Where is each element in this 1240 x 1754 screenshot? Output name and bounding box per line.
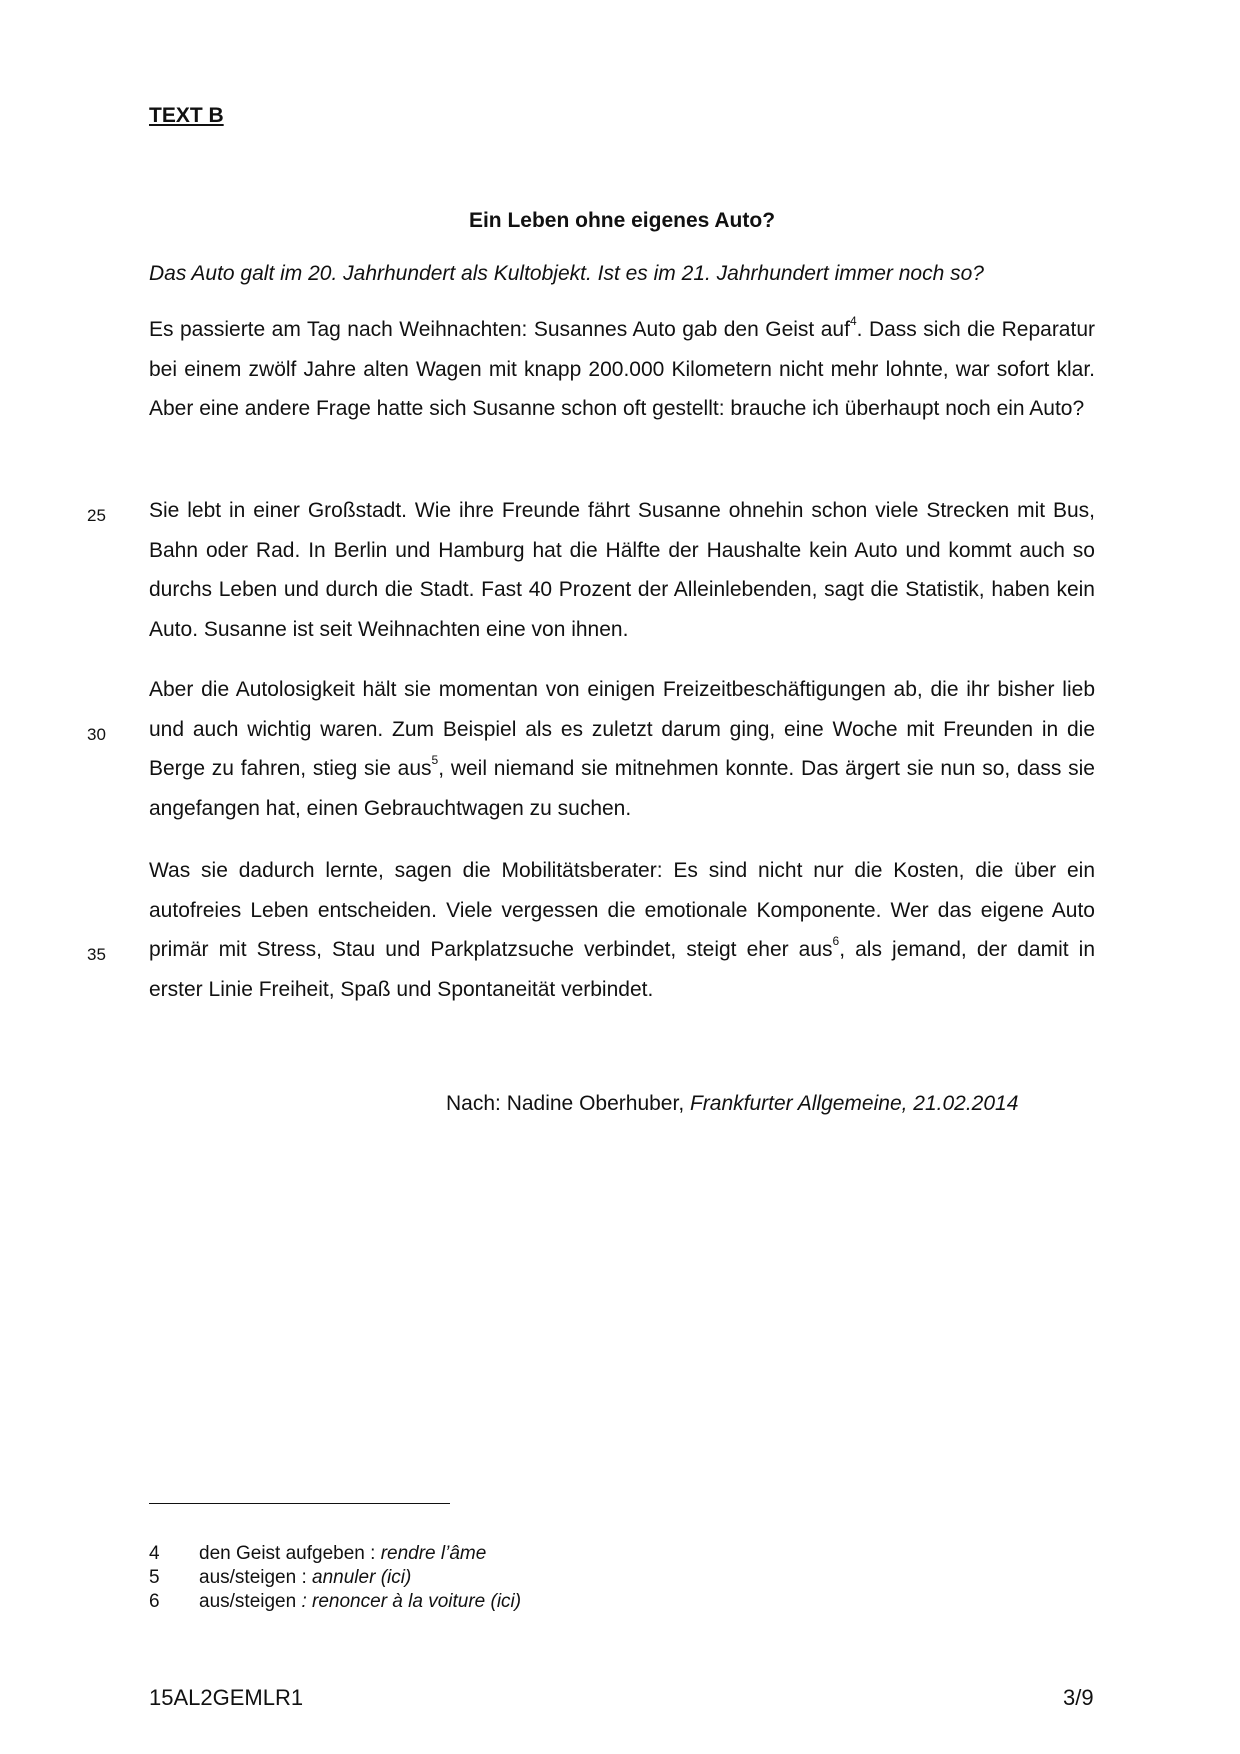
source-citation — [446, 1092, 1018, 1116]
footnote-number: 6 — [149, 1591, 160, 1612]
paragraph-3 — [149, 670, 1095, 828]
paragraph-text: Sie lebt in einer Großstadt. Wie ihre Freunde fährt Susanne ohnehin schon viele Strecken mit Bus, Bahn oder Rad. In Berlin und Hamburg hat die Hälfte der Haushalte kein Auto und kommt auch so durchs Leben und durch die Stadt. Fast 40 Prozent der Alleinlebenden, sagt — [149, 499, 1095, 601]
paragraph-1 — [149, 310, 1095, 429]
source-author: Nach: Nadine Oberhuber, — [446, 1092, 690, 1115]
footnote-item — [149, 1590, 521, 1614]
footnote-ref-5: 5 — [431, 753, 439, 767]
footnote-term: den Geist aufgeben : — [199, 1543, 381, 1564]
paragraph-text: , als — [839, 938, 893, 961]
paragraph-text: . Dass sich die Reparatur bei einem zwölf Jahre alten Wagen mit knapp 200.000 Kilometern nicht mehr lohnte, war sofort klar. Aber eine andere Frage hatte sich Susanne schon oft gestellt: — [149, 318, 1095, 420]
footnote-number: 5 — [149, 1567, 160, 1588]
paragraph-text: Aber die Autolosigkeit hält sie momentan von einigen Freizeitbeschäftigungen ab, die ihr bisher lieb und auch wichtig waren. Zum Beispiel als es zuletzt darum ging, eine Woche mit Freunden in die Berge zu fahren, stieg sie aus — [149, 678, 1095, 780]
paragraph-text: Es passierte am Tag nach Weihnachten: Susannes Auto gab den Geist auf — [149, 318, 850, 341]
footnote-item — [149, 1542, 521, 1566]
paragraph-2 — [149, 491, 1095, 649]
paragraph-text: ärgert sie nun so, dass sie angefangen hat, einen Gebrauchtwagen zu suchen. — [149, 757, 1095, 820]
paragraph-text: die Statistik, haben kein Auto. Susanne ist seit Weihnachten eine von ihnen. — [149, 578, 1095, 641]
footnote-ref-6: 6 — [832, 934, 840, 948]
source-publication: Frankfurter Allgemeine, 21.02.2014 — [689, 1092, 1019, 1115]
line-number: 30 — [87, 725, 106, 744]
footnote-item — [149, 1566, 521, 1590]
footnote-term: aus/steigen — [199, 1591, 302, 1612]
footnote-divider — [149, 1503, 450, 1504]
paragraph-text: brauche ich überhaupt noch ein Auto? — [730, 397, 1085, 420]
footnote-list — [149, 1542, 521, 1614]
paragraph-text: jemand, der damit in erster Linie Freiheit, Spaß und Spontaneität verbindet. — [149, 938, 1095, 1001]
page-number: 3/9 — [1063, 1685, 1094, 1710]
article-subtitle: Das Auto galt im 20. Jahrhundert als Kultobjekt. Ist es im 21. Jahrhundert immer noch so? — [149, 262, 984, 285]
footnote-gloss: : renoncer à la voiture (ici) — [301, 1591, 522, 1612]
paragraph-4 — [149, 851, 1095, 1009]
line-number: 35 — [87, 945, 106, 964]
section-label: TEXT B — [149, 104, 224, 127]
footnote-term: aus/steigen : — [199, 1567, 313, 1588]
footnote-ref-4: 4 — [849, 314, 857, 328]
line-number: 25 — [87, 506, 106, 525]
paragraph-text: , weil niemand sie mitnehmen konnte. Das — [438, 757, 846, 780]
article-title: Ein Leben ohne eigenes Auto? — [468, 209, 776, 232]
document-code: 15AL2GEMLR1 — [149, 1685, 304, 1710]
footnote-gloss: rendre l’âme — [380, 1543, 487, 1564]
footnote-number: 4 — [149, 1543, 160, 1564]
paragraph-text: Was sie dadurch lernte, sagen die Mobilitätsberater: Es sind nicht nur die Kosten, die über ein autofreies Leben entscheiden. Viele vergessen die emotionale Komponente. Wer das eigene Auto primär mit Stress, Stau und Parkplatzsuche verbindet, steigt eher aus — [149, 859, 1095, 961]
footnote-gloss: annuler (ici) — [312, 1567, 412, 1588]
